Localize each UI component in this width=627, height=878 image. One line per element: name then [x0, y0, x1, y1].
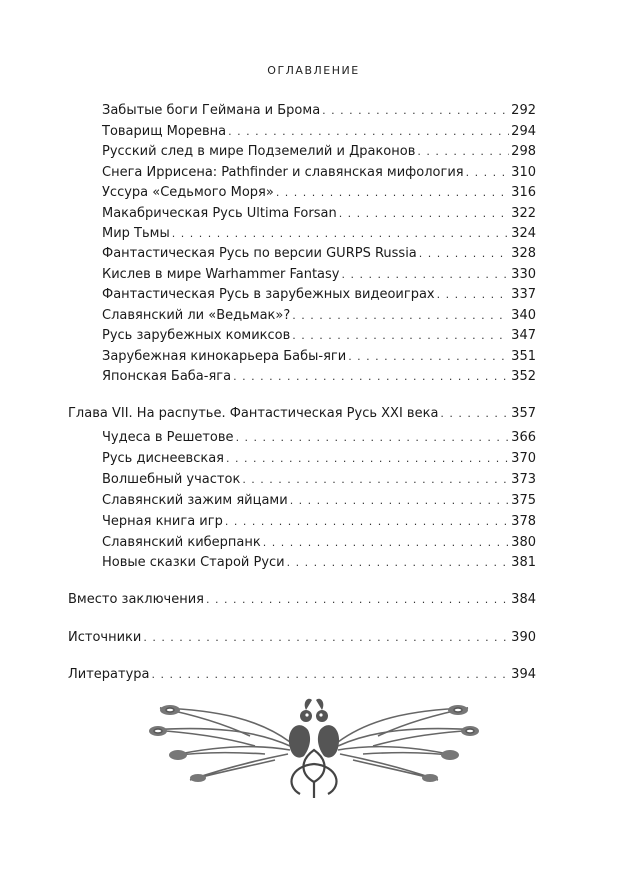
toc-entry-page: 357 — [511, 406, 536, 421]
toc-entry-page: 324 — [511, 226, 536, 241]
dot-leader — [292, 308, 509, 324]
toc-entry[interactable] — [102, 226, 536, 242]
toc-entry-title: Уссура «Седьмого Моря» — [102, 185, 274, 200]
firebird-ornament — [140, 690, 488, 800]
toc-entry-title: Черная книга игр — [102, 514, 223, 529]
toc-entry-title: Источники — [68, 630, 142, 645]
toc-entry[interactable] — [102, 287, 536, 303]
dot-leader — [437, 287, 510, 303]
dot-leader — [342, 267, 510, 283]
toc-entry-title: Макабрическая Русь Ultima Forsan — [102, 206, 337, 221]
toc-entry-title: Фантастическая Русь по версии GURPS Russia — [102, 246, 417, 261]
dot-leader — [322, 103, 509, 119]
toc-entry-title: Товарищ Моревна — [102, 124, 227, 139]
toc-entry-title: Мир Тьмы — [102, 226, 170, 241]
toc-entry-title: Вместо заключения — [68, 592, 204, 607]
toc-entry-page: 330 — [511, 267, 536, 282]
toc-entry-title: Русь зарубежных комиксов — [102, 328, 291, 343]
dot-leader — [440, 406, 509, 422]
dot-leader — [206, 592, 509, 608]
toc-entry[interactable] — [102, 430, 536, 446]
toc-section-entry[interactable] — [68, 630, 536, 646]
dot-leader — [348, 349, 509, 365]
toc-entry-page: 390 — [511, 630, 536, 645]
toc-entry-page: 394 — [511, 667, 536, 682]
toc-entry-title: Кислев в мире Warhammer Fantasy — [102, 267, 340, 282]
toc-entry-page: 384 — [511, 592, 536, 607]
toc-entry-title: Волшебный участок — [102, 472, 241, 487]
toc-entry-title: Чудеса в Решетове — [102, 430, 234, 445]
toc-entry-title: Фантастическая Русь в зарубежных видеоиграх — [102, 287, 435, 302]
toc-entry[interactable] — [102, 514, 536, 530]
dot-leader — [226, 451, 509, 467]
toc-entry[interactable] — [102, 185, 536, 201]
toc-entry[interactable] — [102, 493, 536, 509]
toc-entry-page: 310 — [511, 165, 536, 180]
dot-leader — [276, 185, 509, 201]
dot-leader — [466, 165, 510, 181]
toc-entry-page: 298 — [511, 144, 536, 159]
toc-entry[interactable] — [102, 144, 536, 160]
toc-entry-page: 380 — [511, 535, 536, 550]
dot-leader — [228, 124, 509, 140]
dot-leader — [143, 630, 509, 646]
dot-leader — [225, 514, 509, 530]
dot-leader — [172, 226, 509, 242]
toc-entry-page: 294 — [511, 124, 536, 139]
dot-leader — [152, 667, 510, 683]
toc-entry-page: 381 — [511, 555, 536, 570]
toc-section-entry[interactable] — [68, 667, 536, 683]
toc-entry[interactable] — [102, 246, 536, 262]
toc-entry-page: 378 — [511, 514, 536, 529]
toc-entry[interactable] — [102, 267, 536, 283]
dot-leader — [263, 535, 509, 551]
toc-entry-page: 352 — [511, 369, 536, 384]
toc-entry-page: 322 — [511, 206, 536, 221]
toc-entry-title: Новые сказки Старой Руси — [102, 555, 285, 570]
dot-leader — [233, 369, 509, 385]
toc-entry-page: 366 — [511, 430, 536, 445]
page-title: ОГЛАВЛЕНИЕ — [267, 64, 360, 77]
toc-entry[interactable] — [102, 555, 536, 571]
toc-entry-title: Славянский зажим яйцами — [102, 493, 288, 508]
dot-leader — [242, 472, 509, 488]
toc-entry-page: 340 — [511, 308, 536, 323]
toc-entry-title: Русь диснеевская — [102, 451, 225, 466]
toc-entry-page: 373 — [511, 472, 536, 487]
toc-entry-page: 370 — [511, 451, 536, 466]
toc-entry[interactable] — [102, 535, 536, 551]
toc-entry[interactable] — [102, 349, 536, 365]
toc-entry-title: Литература — [68, 667, 150, 682]
toc-entry[interactable] — [102, 451, 536, 467]
toc-entry-page: 351 — [511, 349, 536, 364]
dot-leader — [290, 493, 509, 509]
toc-entry-page: 328 — [511, 246, 536, 261]
toc-chapter-entry[interactable] — [68, 406, 536, 422]
dot-leader — [236, 430, 510, 446]
dot-leader — [287, 555, 510, 571]
toc-entry-title: Зарубежная кинокарьера Бабы-яги — [102, 349, 347, 364]
toc-entry-title: Русский след в мире Подземелий и Драконов — [102, 144, 416, 159]
toc-entry[interactable] — [102, 124, 536, 140]
dot-leader — [339, 206, 509, 222]
dot-leader — [292, 328, 509, 344]
dot-leader — [417, 144, 509, 160]
toc-entry-title: Забытые боги Геймана и Брома — [102, 103, 321, 118]
toc-entry-page: 292 — [511, 103, 536, 118]
toc-entry-page: 347 — [511, 328, 536, 343]
toc-entry[interactable] — [102, 308, 536, 324]
toc-entry-title: Славянский ли «Ведьмак»? — [102, 308, 291, 323]
toc-entry[interactable] — [102, 369, 536, 385]
toc-entry-title: Снега Иррисена: Pathfinder и славянская мифология — [102, 165, 464, 180]
toc-entry-title: Японская Баба-яга — [102, 369, 232, 384]
toc-section-entry[interactable] — [68, 592, 536, 608]
toc-entry[interactable] — [102, 472, 536, 488]
toc-entry-page: 316 — [511, 185, 536, 200]
toc-entry[interactable] — [102, 165, 536, 181]
toc-entry[interactable] — [102, 328, 536, 344]
toc-entry-page: 375 — [511, 493, 536, 508]
toc-entry[interactable] — [102, 206, 536, 222]
toc-entry-page: 337 — [511, 287, 536, 302]
dot-leader — [419, 246, 509, 262]
toc-entry-title: Славянский киберпанк — [102, 535, 261, 550]
toc-entry[interactable] — [102, 103, 536, 119]
toc-entry-title: Глава VII. На распутье. Фантастическая Русь XXI века — [68, 406, 439, 421]
